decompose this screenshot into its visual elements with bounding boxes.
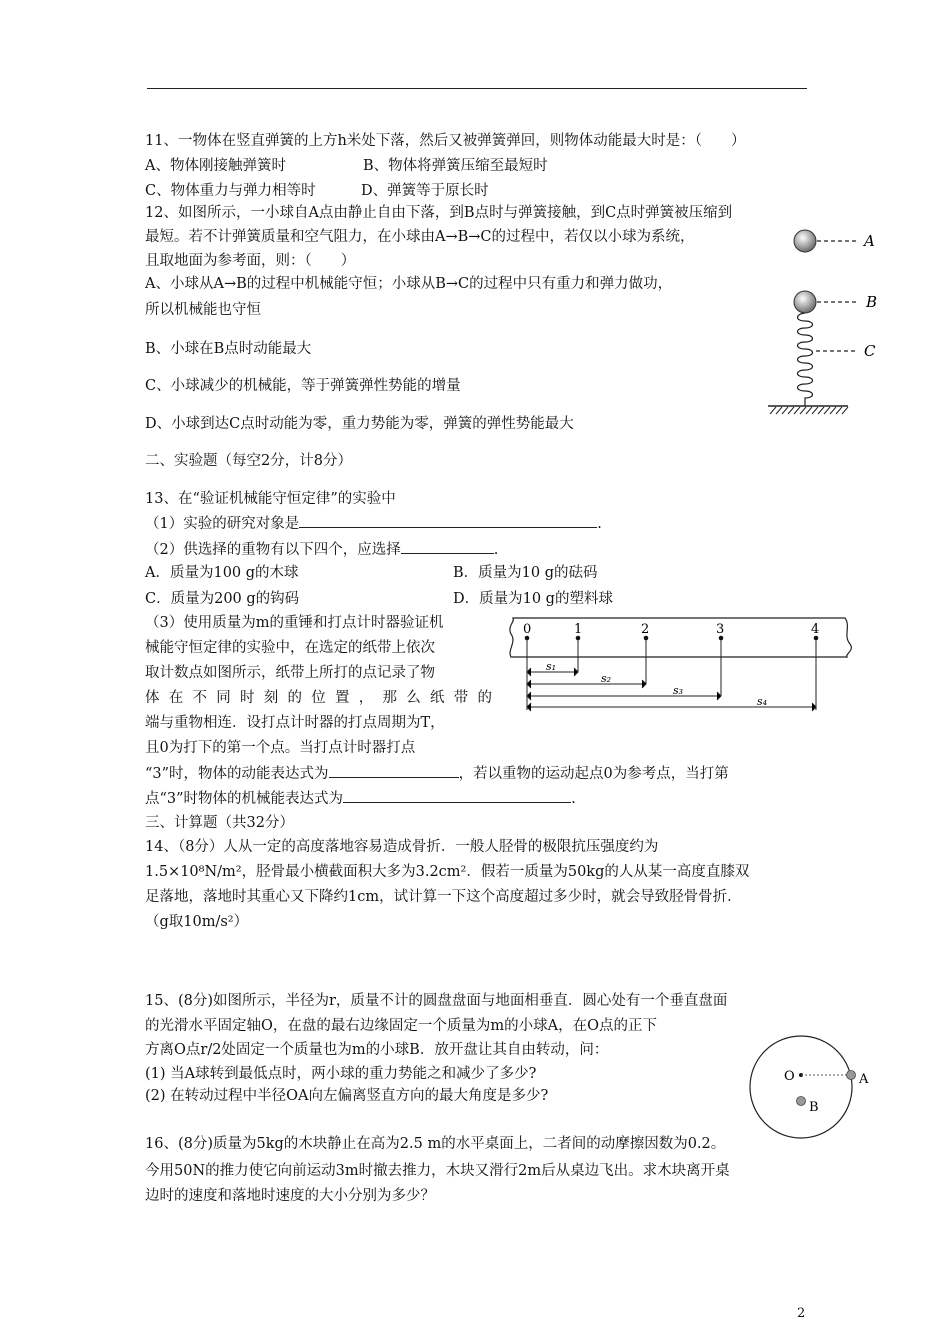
q13-stem: 13、在“验证机械能守恒定律”的实验中 (145, 491, 396, 507)
q13-part-3-line-5: 端与重物相连．设打点计时器的打点周期为T， (145, 715, 445, 731)
q13-option-d: D．质量为10 g的塑料球 (453, 591, 613, 607)
q16-line-3: 边时的速度和落地时速度的大小分别为多少？ (145, 1188, 435, 1204)
q13-part-3-line-7-b: ，若以重物的运动起点0为参考点，当打第 (458, 766, 729, 782)
q11-option-b: B、物体将弹簧压缩至最短时 (363, 158, 548, 174)
distance-s2: s₂ (601, 672, 612, 685)
q16-line-1: 16、(8分)质量为5kg的木块静止在高为2.5 m的水平桌面上，二者间的动摩擦因数为0.2。 (145, 1136, 726, 1152)
q13-part-1-text: （1）实验的研究对象是 (145, 516, 300, 532)
distance-s3: s₃ (673, 684, 684, 697)
ground-hatch (770, 407, 848, 414)
ball-b (794, 291, 816, 313)
q13-part-3-line-7 (145, 763, 729, 784)
q13-part-3-line-4 (145, 688, 492, 708)
tape-points (523, 622, 819, 640)
ball-a (847, 1071, 856, 1080)
tape-markers (527, 640, 816, 711)
q12-option-a-1: A、小球从A→B的过程中机械能守恒；小球从B→C的过程中只有重力和弹力做功， (145, 276, 673, 292)
q14-line-3: 足落地，落地时其重心又下降约1cm，试计算一下这个高度超过多少时，就会导致胫骨骨折． (145, 889, 742, 905)
q13-part-3-line-8-b: . (571, 791, 576, 807)
label-o: O (784, 1069, 795, 1084)
q15-line-2: 的光滑水平固定轴O，在盘的最右边缘固定一个质量为m的小球A，在O点的正下 (145, 1018, 657, 1034)
tape-outline (510, 618, 852, 657)
q11-option-d: D、弹簧等于原长时 (361, 183, 489, 199)
q13-part-2-text: （2）供选择的重物有以下四个，应选择 (145, 542, 401, 558)
q13-part-3-line-8-a: 点“3”时物体的机械能表达式为 (145, 791, 344, 807)
ball-b (797, 1097, 806, 1106)
q13-option-a: A．质量为100 g的木球 (145, 565, 299, 581)
ball-a (794, 230, 816, 252)
page-number: 2 (797, 1306, 806, 1321)
label-c: C (864, 342, 876, 360)
answer-blank-1[interactable] (299, 513, 597, 528)
q13-part-2-end: . (493, 542, 499, 558)
distance-s1: s₁ (546, 660, 557, 673)
paper-tape-figure (507, 612, 857, 717)
q13-part-3-line-8 (145, 788, 576, 809)
q13-part-3-line-4-text: 体在不同时刻的位置，那么纸带的 (145, 690, 492, 706)
q11-option-c: C、物体重力与弹力相等时 (145, 183, 316, 199)
q15-line-1: 15、(8分)如图所示，半径为r，质量不计的圆盘盘面与地面相垂直．圆心处有一个垂直盘面 (145, 993, 728, 1009)
q12-line-3: 且取地面为参考面，则：（ ） (145, 253, 356, 269)
label-b: B (866, 293, 878, 311)
q13-option-c: C．质量为200 g的钩码 (145, 591, 300, 607)
label-a: A (864, 232, 875, 250)
q13-part-1 (145, 513, 602, 534)
q14-line-1: 14、（8分）人从一定的高度落地容易造成骨折．一般人胫骨的极限抗压强度约为 (145, 839, 659, 855)
q12-option-a-2: 所以机械能也守恒 (145, 302, 261, 318)
q12-option-b: B、小球在B点时动能最大 (145, 341, 312, 357)
tape-label-3: 3 (716, 622, 725, 637)
tape-label-0: 0 (523, 622, 532, 637)
q13-option-b: B．质量为10 g的砝码 (453, 565, 598, 581)
answer-blank-3[interactable] (329, 763, 459, 778)
q12-line-1: 12、如图所示，一小球自A点由静止自由下落，到B点时与弹簧接触，到C点时弹簧被压缩到 (145, 205, 733, 221)
q13-part-2 (145, 539, 498, 560)
answer-blank-4[interactable] (343, 788, 571, 803)
disk-figure (738, 1016, 878, 1160)
spring-figure (760, 220, 890, 415)
q13-part-3-line-1: （3）使用质量为m的重锤和打点计时器验证机 (145, 615, 444, 631)
q12-line-2: 最短。若不计弹簧质量和空气阻力，在小球由A→B→C的过程中，若仅以小球为系统， (145, 229, 695, 245)
q15-question-2: (2) 在转动过程中半径OA向左偏离竖直方向的最大角度是多少? (145, 1088, 549, 1104)
q14-line-2: 1.5×10⁸N/m²，胫骨最小横截面积大多为3.2cm²．假若一质量为50kg的人从某一高度直膝双 (145, 864, 750, 880)
header-rule (147, 88, 807, 89)
q15-line-3: 方离O点r/2处固定一个质量也为m的小球B．放开盘让其自由转动，问： (145, 1042, 609, 1058)
q13-part-3-line-2: 械能守恒定律的实验中，在选定的纸带上依次 (145, 640, 435, 656)
tape-label-4: 4 (811, 622, 820, 637)
section-3-heading: 三、计算题（共32分） (145, 815, 294, 831)
spring-coil (798, 313, 813, 406)
q13-part-3-line-7-a: “3”时，物体的动能表达式为 (145, 766, 329, 782)
q12-option-d: D、小球到达C点时动能为零，重力势能为零，弹簧的弹性势能最大 (145, 416, 574, 432)
tape-label-2: 2 (641, 622, 650, 637)
q11-option-a: A、物体刚接触弹簧时 (145, 158, 286, 174)
q12-option-c: C、小球减少的机械能，等于弹簧弹性势能的增量 (145, 378, 461, 394)
q13-part-1-end: . (597, 516, 602, 532)
label-b: B (809, 1100, 819, 1115)
q13-part-3-line-6: 且0为打下的第一个点。当打点计时器打点 (145, 740, 416, 756)
section-2-heading: 二、实验题（每空2分，计8分） (145, 453, 352, 469)
q11-stem: 11、一物体在竖直弹簧的上方h米处下落，然后又被弹簧弹回，则物体动能最大时是：（ ） (145, 133, 746, 149)
q16-line-2: 今用50N的推力使它向前运动3m时撤去推力，木块又滑行2m后从桌边飞出。求木块离开桌 (145, 1163, 730, 1179)
answer-blank-2[interactable] (401, 539, 494, 554)
label-a: A (859, 1072, 869, 1087)
q13-part-3-line-3: 取计数点如图所示，纸带上所打的点记录了物 (145, 665, 435, 681)
q15-question-1: (1) 当A球转到最低点时，两小球的重力势能之和减少了多少? (145, 1066, 537, 1082)
distance-s4: s₄ (757, 695, 768, 708)
q14-line-4: （g取10m/s²） (145, 914, 249, 930)
tape-label-1: 1 (574, 622, 583, 637)
disk-outline (750, 1036, 852, 1138)
